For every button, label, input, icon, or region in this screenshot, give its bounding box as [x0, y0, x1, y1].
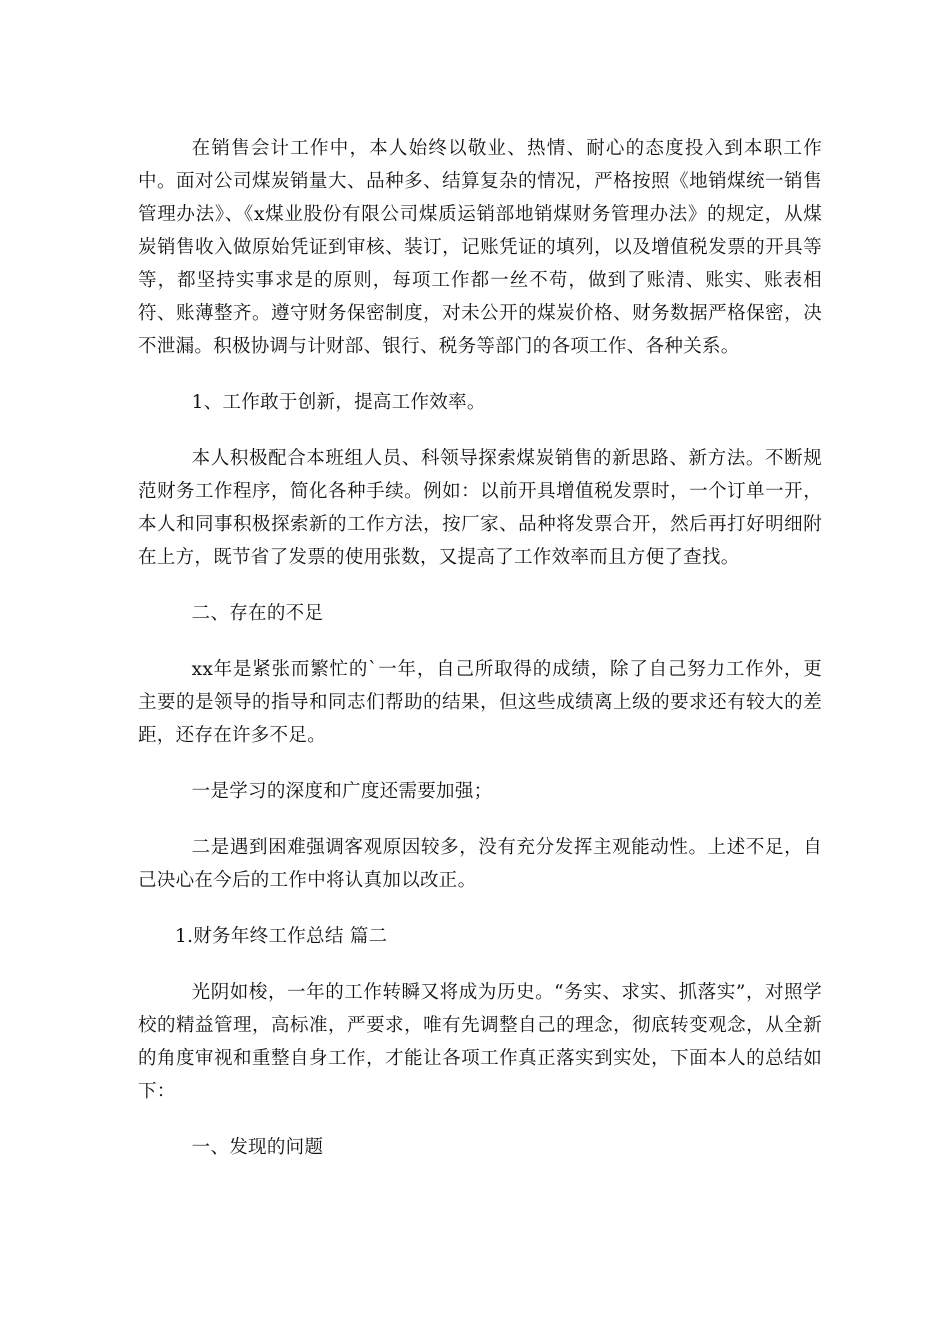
paragraph-time-flies: 光阴如梭，一年的工作转瞬又将成为历史。“务实、求实、抓落实”，对照学校的精益管理，高标准，严要求，唯有先调整自己的理念，彻底转变观念，从全新的角度审视和重整自身工作，才能让各项工作真正落实到实处，下面本人的总结如下： [138, 982, 822, 1102]
paragraph-innovation: 本人积极配合本班组人员、科领导探索煤炭销售的新思路、新方法。不断规范财务工作程序，简化各种手续。例如：以前开具增值税发票时，一个订单一开，本人和同事积极探索新的工作方法，按厂家、品种将发票合开，然后再打好明细附在上方，既节省了发票的使用张数，又提高了工作效率而且方便了查找。 [138, 448, 822, 568]
heading-found-problems: 一、发现的问题 [191, 1137, 324, 1158]
document-body [138, 132, 822, 1187]
item-study-depth: 一是学习的深度和广度还需要加强； [191, 781, 493, 802]
heading-innovation: 1、工作敢于创新，提高工作效率。 [191, 392, 486, 413]
paragraph-difficulties: 二是遇到困难强调客观原因较多，没有充分发挥主观能动性。上述不足，自己决心在今后的工作中将认真加以改正。 [138, 837, 822, 891]
paragraph-shortcomings: xx年是紧张而繁忙的`一年，自己所取得的成绩，除了自己努力工作外，更主要的是领导的指导和同志们帮助的结果，但这些成绩离上级的要求还有较大的差距，还存在许多不足。 [138, 659, 822, 746]
section-title-part-two: 1.财务年终工作总结 篇二 [175, 926, 388, 947]
paragraph-sales-accounting: 在销售会计工作中，本人始终以敬业、热情、耐心的态度投入到本职工作中。面对公司煤炭销量大、品种多、结算复杂的情况，严格按照《地销煤统一销售管理办法》、《x煤业股份有限公司煤质运销部地销煤财务管理办法》的规定，从煤炭销售收入做原始凭证到审核、装订，记账凭证的填列，以及增值税发票的开具等等，都坚持实事求是的原则，每项工作都一丝不苟，做到了账清、账实、账表相符、账薄整齐。遵守财务保密制度，对未公开的煤炭价格、财务数据严格保密，决不泄漏。积极协调与计财部、银行、税务等部门的各项工作、各种关系。 [138, 138, 822, 357]
heading-shortcomings: 二、存在的不足 [191, 603, 324, 624]
